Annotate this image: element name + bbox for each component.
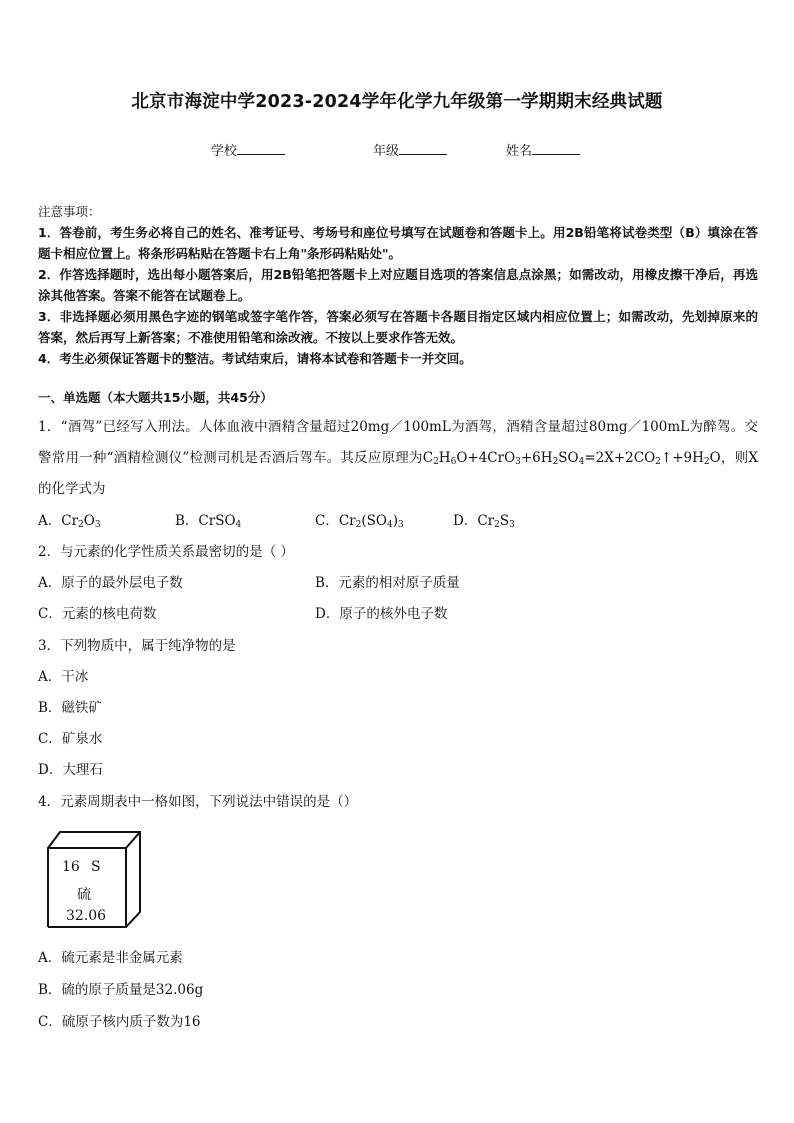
q4-option-a[interactable]: A．硫元素是非金属元素	[38, 950, 183, 966]
notice-item-1: 1．答卷前，考生务必将自己的姓名、准考证号、考场号和座位号填写在试题卷和答题卡上。用2B铅笔将试卷类型（B）填涂在答题卡相应位置上。将条形码粘贴在答题卡右上角"条形码粘贴处"。	[38, 225, 758, 261]
notice-section	[38, 201, 758, 369]
name-blank[interactable]	[532, 143, 580, 155]
q2-option-a[interactable]: A．原子的最外层电子数	[38, 575, 183, 591]
grade-field: 年级	[373, 140, 447, 159]
q2-option-d[interactable]: D．原子的核外电子数	[315, 606, 448, 622]
q2-option-b[interactable]: B．元素的相对原子质量	[315, 575, 460, 591]
notice-item-3: 3．非选择题必须用黑色字迹的钢笔或签字笔作答，答案必须写在答题卡各题目指定区域内相应位置上；如需改动，先划掉原来的答案，然后再写上新答案；不准使用铅笔和涂改液。不按以上要求作答无效。	[38, 309, 758, 345]
q4-option-b[interactable]: B．硫的原子质量是32.06g	[38, 982, 204, 998]
q4-option-c[interactable]: C．硫原子核内质子数为16	[38, 1014, 201, 1030]
q1-option-d[interactable]: D．$Cr_2S_3$	[453, 513, 515, 530]
q3-option-a[interactable]: A．干冰	[38, 669, 89, 685]
q1-option-b[interactable]: B．CrSO$_4$	[175, 513, 242, 530]
q2-option-c[interactable]: C．元素的核电荷数	[38, 606, 157, 622]
q3-option-d[interactable]: D．大理石	[38, 762, 103, 778]
q1-option-c[interactable]: C．$Cr_2(SO_4)_3$	[315, 513, 404, 530]
name-field: 姓名	[506, 140, 580, 159]
grade-blank[interactable]	[399, 143, 447, 155]
element-symbol: S	[91, 859, 101, 875]
q3-option-b[interactable]: B．磁铁矿	[38, 700, 102, 716]
notice-item-2: 2．作答选择题时，选出每小题答案后，用2B铅笔把答题卡上对应题目选项的答案信息点涂黑；如需改动，用橡皮擦干净后，再选涂其他答案。答案不能答在试题卷上。	[38, 267, 758, 303]
notice-item-4: 4．考生必须保证答题卡的整洁。考试结束后，请将本试卷和答题卡一并交回。	[38, 351, 472, 366]
question-4-text: 4．元素周期表中一格如图，下列说法中错误的是（）	[38, 794, 358, 810]
element-number: 16	[62, 859, 80, 875]
periodic-element-cell	[46, 830, 146, 930]
notice-heading: 注意事项：	[38, 204, 101, 219]
question-1-text: 1．“酒驾”已经写入刑法。人体血液中酒精含量超过20mg／100mL为酒驾，酒精含量超过80mg／100mL为醉驾。交警常用一种“酒精检测仪”检测司机是否酒后驾车。其反应原理为$C_2H_6O+4CrO_3+6H_2SO_4=2X+2CO_2↑+9H_2O$，则X的化学式为	[38, 419, 758, 497]
element-mass: 32.06	[66, 908, 107, 924]
school-field: 学校	[211, 140, 285, 159]
page-title: 北京市海淀中学2023-2024学年化学九年级第一学期期末经典试题	[131, 92, 663, 112]
q1-option-a[interactable]: A．$Cr_2O_3$	[38, 513, 101, 530]
question-2-text: 2．与元素的化学性质关系最密切的是（ ）	[38, 544, 294, 560]
school-blank[interactable]	[237, 143, 285, 155]
q3-option-c[interactable]: C．矿泉水	[38, 731, 103, 747]
section-heading: 一、单选题（本大题共15小题，共45分）	[38, 390, 273, 405]
element-name: 硫	[77, 887, 91, 903]
question-3-text: 3．下列物质中，属于纯净物的是	[38, 638, 236, 654]
